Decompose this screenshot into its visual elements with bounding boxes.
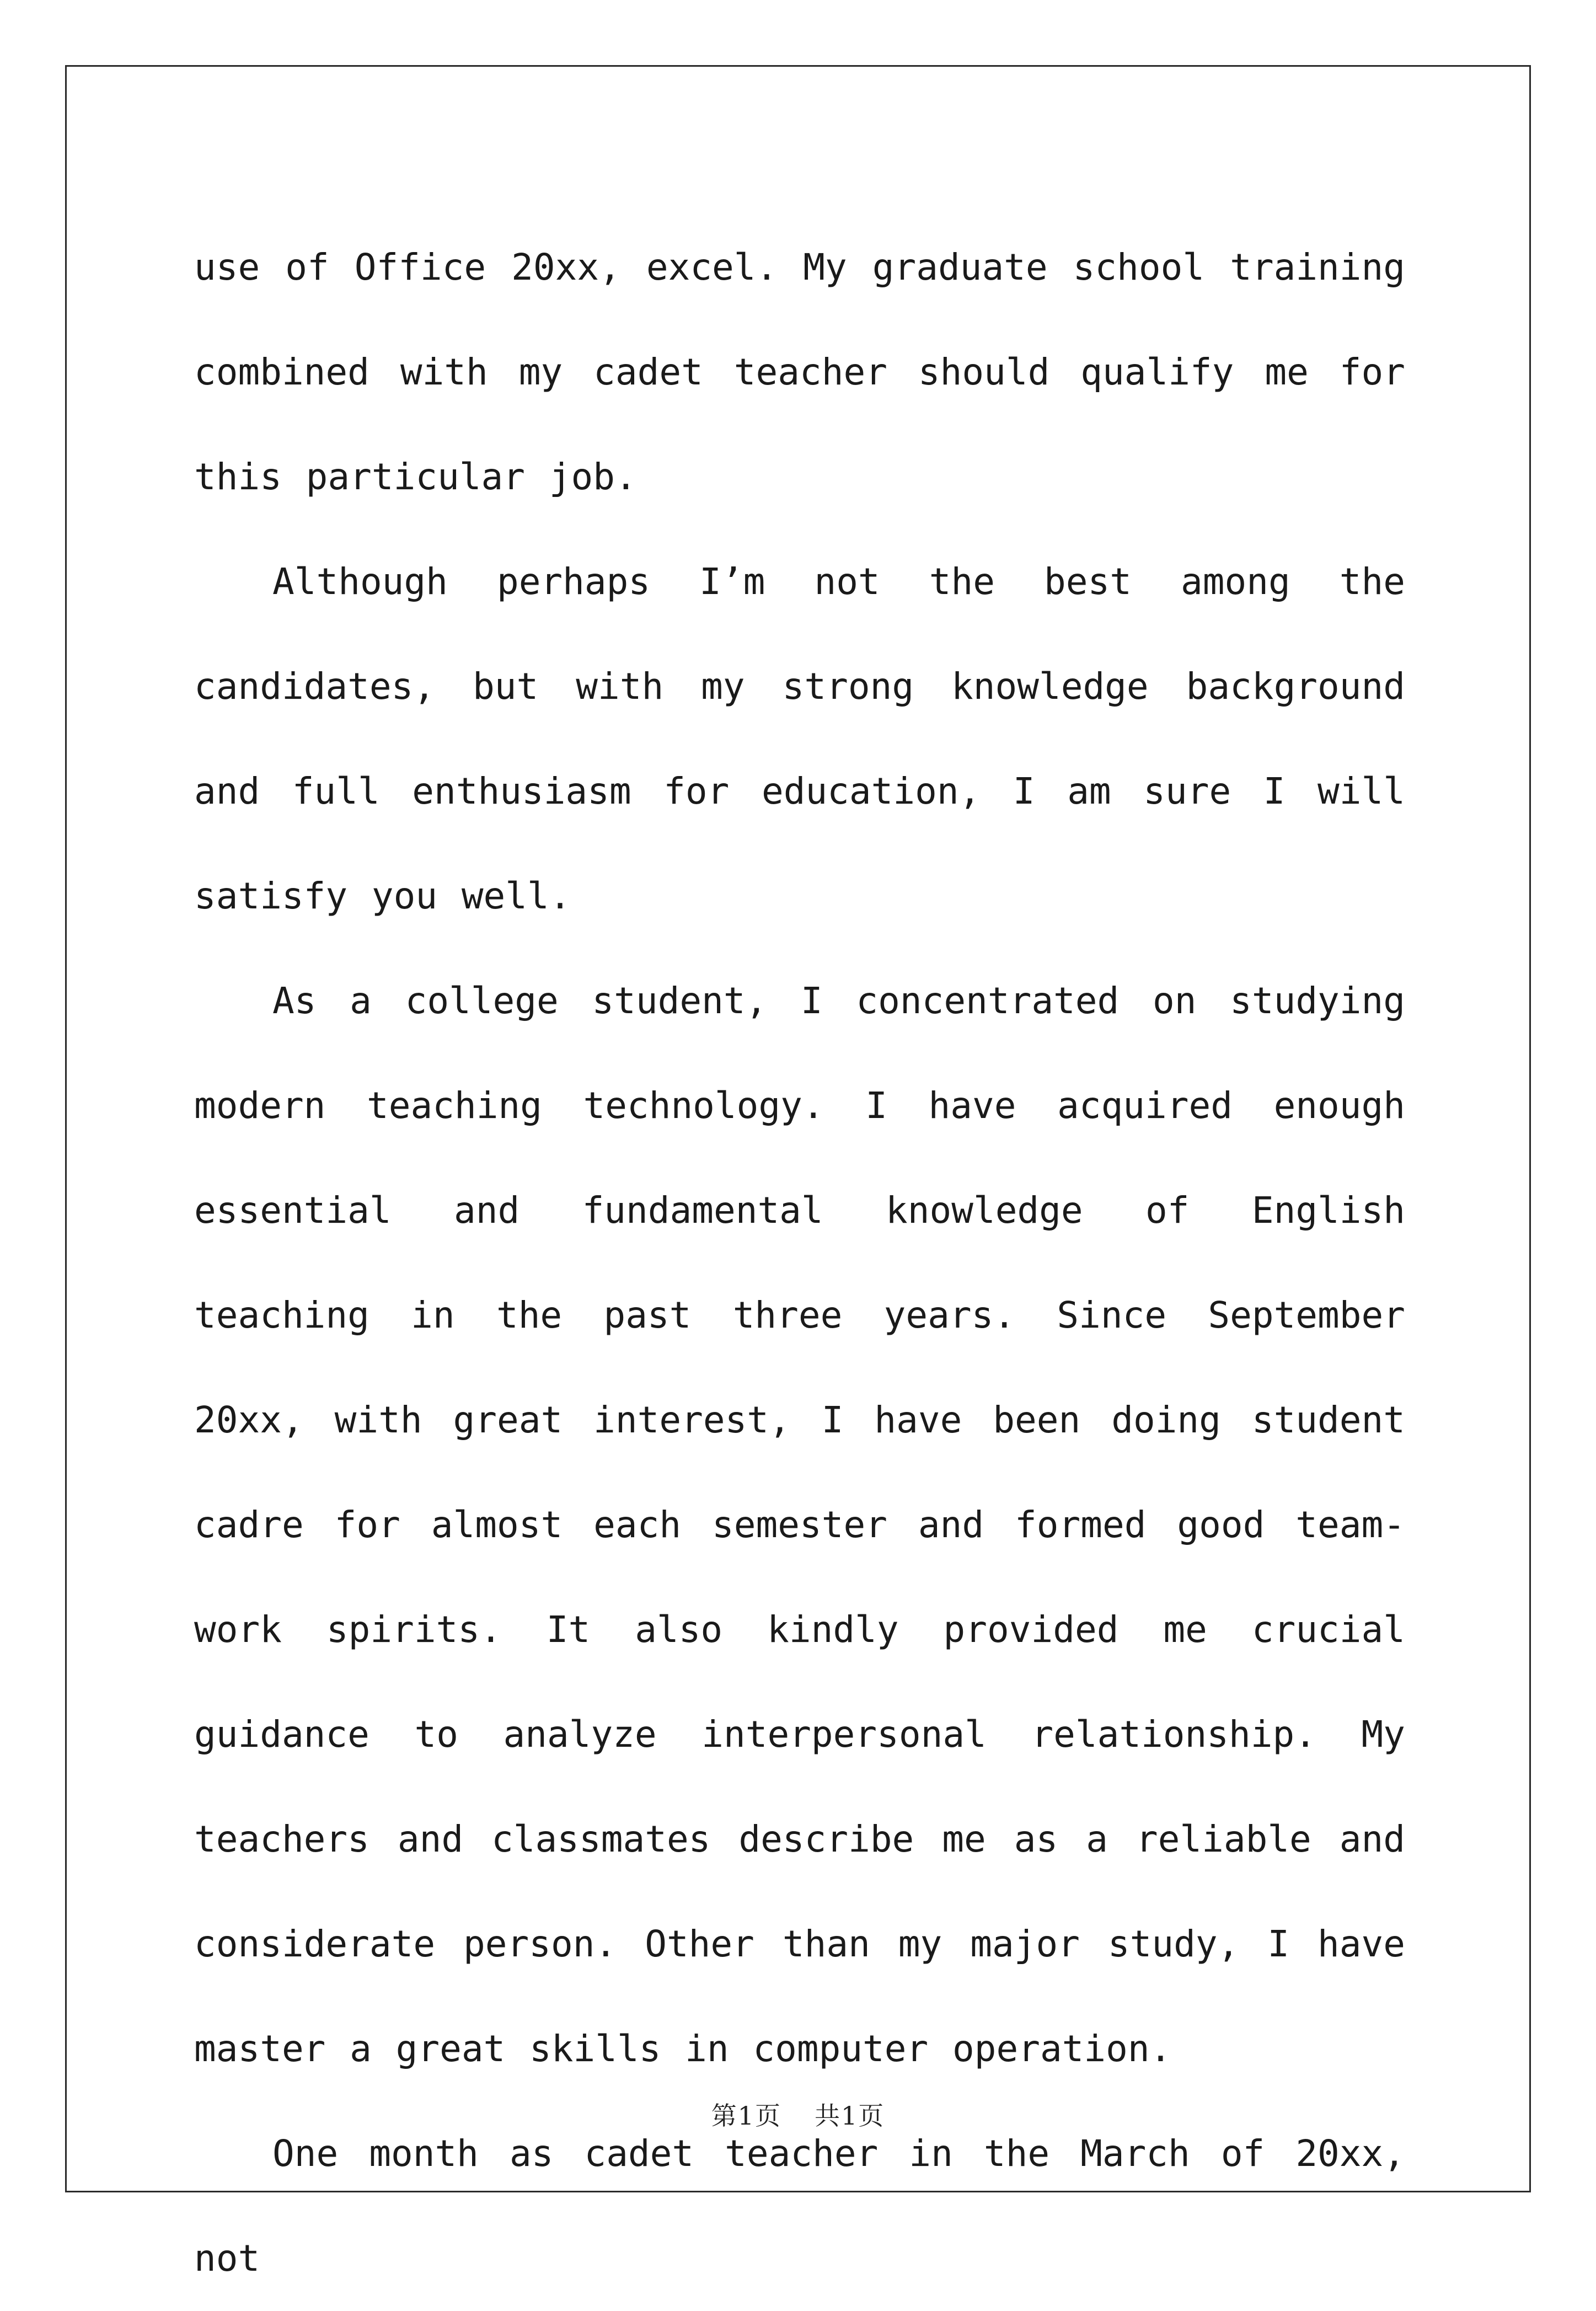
page-number-total: 共1页 — [815, 2101, 885, 2131]
page-number-current: 第1页 — [711, 2101, 781, 2131]
document-body — [194, 215, 1405, 2311]
paragraph-2: Although perhaps I’m not the best among the candidates, but with my strong knowledge background and full enthusiasm for education, I am sure I will satisfy you well. — [194, 560, 1405, 917]
paragraph-1: use of Office 20xx, excel. My graduate school training combined with my cadet teacher should qualify me for this particular job. — [194, 246, 1405, 498]
paragraph-4: One month as cadet teacher in the March of 20xx, not — [194, 2132, 1405, 2280]
page-footer — [0, 2096, 1596, 2132]
paragraph-3: As a college student, I concentrated on studying modern teaching technology. I have acquired enough essential and fundamental knowledge of English teaching in the past three years. Since September 20xx, with great interest, I have been doing student cadre for almost each semester and formed good team-work spirits. It also kindly provided me crucial guidance to analyze interpersonal relationship. My teachers and classmates describe me as a reliable and considerate person. Other than my major study, I have master a great skills in computer operation. — [194, 980, 1405, 2070]
